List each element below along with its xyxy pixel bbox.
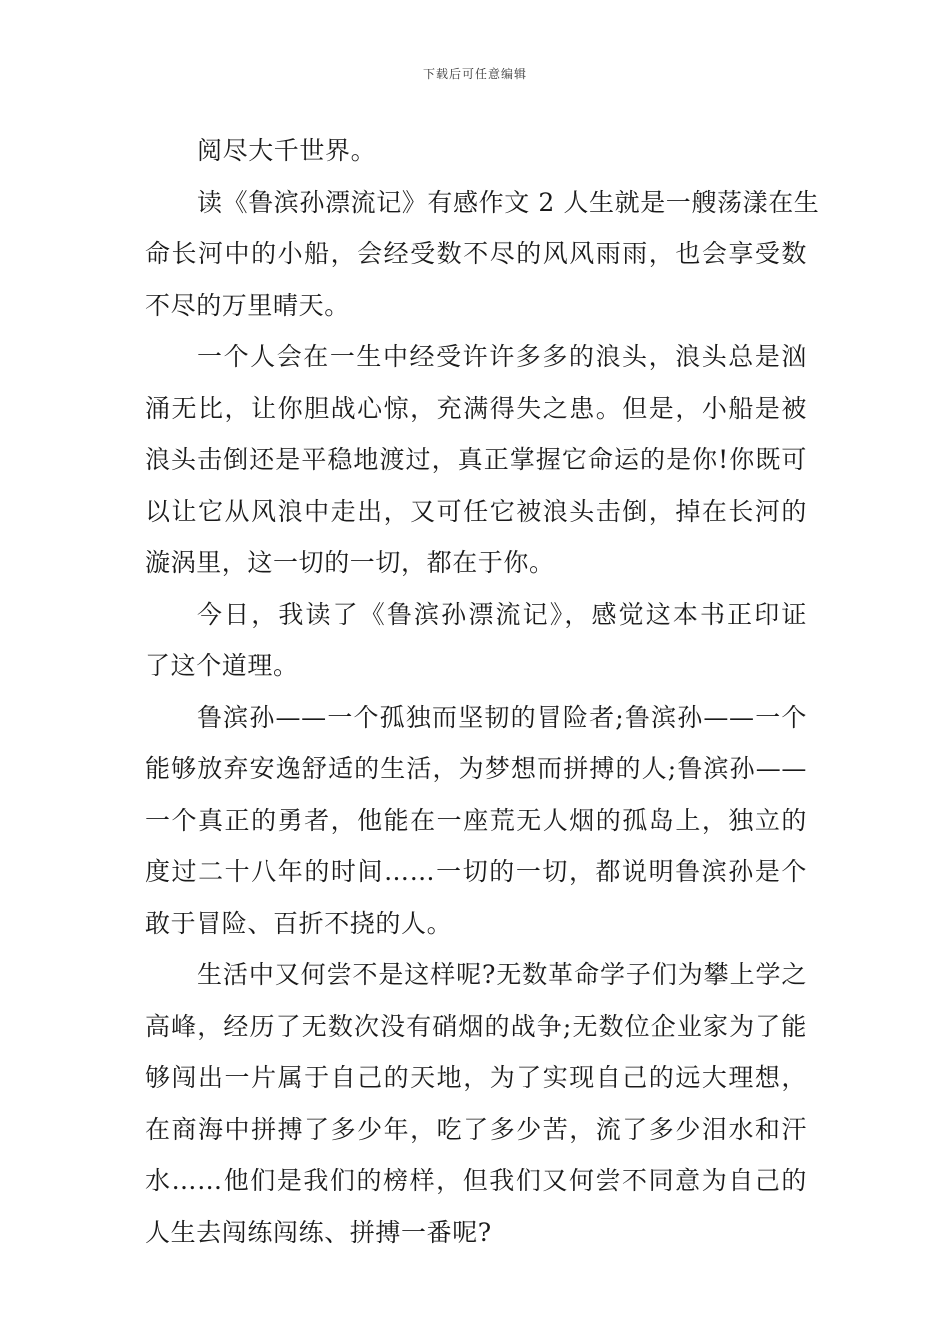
text-line: 度过二十八年的时间……一切的一切，都说明鲁滨孙是个	[145, 857, 807, 886]
document-body	[145, 125, 820, 1258]
text-line: 了这个道理。	[145, 651, 299, 680]
text-line: 浪头击倒还是平稳地渡过，真正掌握它命运的是你!你既可	[145, 445, 807, 474]
text-line: 今日，我读了《鲁滨孙漂流记》，感觉这本书正印证	[197, 599, 807, 629]
text-line: 生活中又何尝不是这样呢?无数革命学子们为攀上学之	[197, 960, 807, 989]
text-line: 一个真正的勇者，他能在一座荒无人烟的孤岛上，独立的	[145, 805, 807, 835]
page-header-note: 下载后可任意编辑	[422, 67, 527, 81]
text-line: 够闯出一片属于自己的天地，为了实现自己的远大理想，	[145, 1063, 807, 1092]
text-line: 水……他们是我们的榜样，但我们又何尝不同意为自己的	[145, 1166, 807, 1195]
text-line: 一个人会在一生中经受许许多多的浪头，浪头总是汹	[197, 342, 807, 371]
text-line: 命长河中的小船，会经受数不尽的风风雨雨，也会享受数	[145, 239, 807, 268]
text-line: 高峰，经历了无数次没有硝烟的战争;无数位企业家为了能	[145, 1011, 807, 1041]
text-line: 能够放弃安逸舒适的生活，为梦想而拼搏的人;鲁滨孙——	[145, 754, 807, 783]
text-line: 不尽的万里晴天。	[145, 290, 350, 320]
text-line: 漩涡里，这一切的一切，都在于你。	[145, 548, 555, 577]
text-line: 鲁滨孙——一个孤独而坚韧的冒险者;鲁滨孙——一个	[197, 702, 807, 732]
text-line: 阅尽大千世界。	[197, 136, 377, 165]
text-line: 以让它从风浪中走出，又可任它被浪头击倒，掉在长河的	[145, 496, 807, 526]
text-line: 涌无比，让你胆战心惊，充满得失之患。但是，小船是被	[145, 393, 807, 423]
text-line: 人生去闯练闯练、拼搏一番呢?	[145, 1217, 492, 1247]
text-line: 在商海中拼搏了多少年，吃了多少苦，流了多少泪水和汗	[145, 1114, 807, 1144]
text-line: 敢于冒险、百折不挠的人。	[145, 908, 453, 938]
text-line: 读《鲁滨孙漂流记》有感作文 2 人生就是一艘荡漾在生	[197, 187, 820, 217]
